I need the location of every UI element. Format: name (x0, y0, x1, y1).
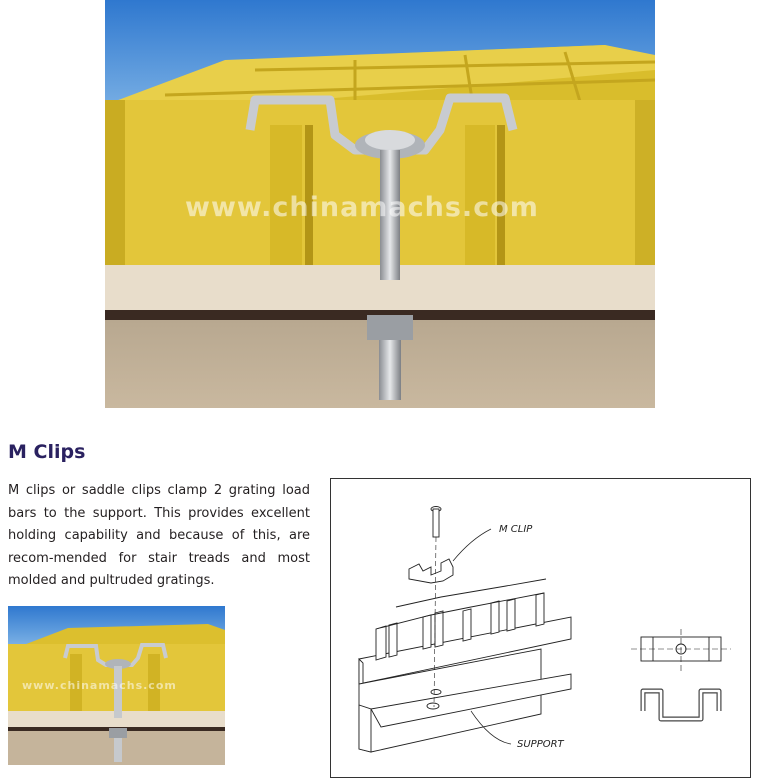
bolt-shank (433, 509, 439, 537)
section-title: M Clips (8, 441, 86, 463)
clip-top-view (631, 629, 731, 671)
watermark-text: www.chinamachs.com (185, 192, 539, 223)
watermark-text: www.chinamachs.com (22, 679, 177, 692)
callout-support: SUPPORT (517, 739, 564, 750)
section-paragraph: M clips or saddle clips clamp 2 grating load bars to the support. This provides excellent holding capability and because of this, are recom-mended for stair treads and most molded and pultruded gratings. (8, 483, 310, 588)
clip-side-profile (643, 691, 719, 719)
diagram-drawing (331, 479, 752, 779)
m-clip-diagram (330, 478, 751, 778)
m-clip-part (409, 559, 453, 583)
small-photo (8, 606, 225, 765)
callout-m-clip: M CLIP (499, 524, 533, 535)
top-photo (105, 0, 655, 408)
